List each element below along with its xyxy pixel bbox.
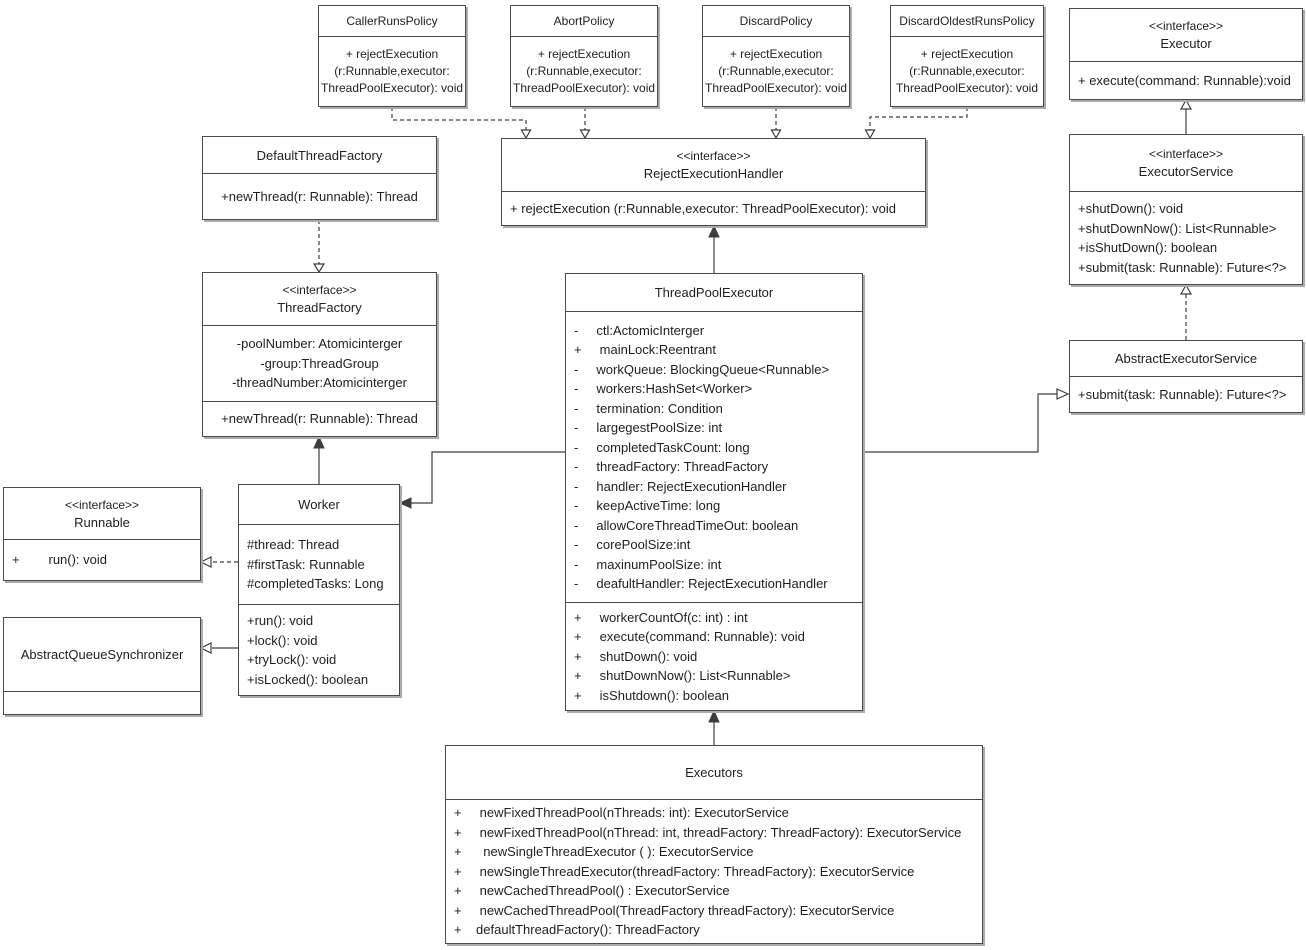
class-abstract-executor-service[interactable] <box>1069 340 1303 413</box>
method-list <box>239 604 399 695</box>
method-line: + defaultThreadFactory(): ThreadFactory <box>454 922 700 938</box>
method-line: +run(): void <box>247 613 314 628</box>
method-line: ThreadPoolExecutor): void <box>321 81 464 95</box>
method-line: +submit(task: Runnable): Future<?> <box>1078 386 1287 402</box>
rel-worker-abstractqueuesynchronizer <box>201 643 238 653</box>
class-title: DiscardOldestRunsPolicy <box>899 13 1035 28</box>
class-title: ExecutorService <box>1138 164 1234 179</box>
attribute-line: - deafultHandler: RejectExecutionHandler <box>574 576 828 591</box>
attribute-line: - corePoolSize:int <box>574 537 691 552</box>
method-line: + newCachedThreadPool() : ExecutorService <box>454 883 730 899</box>
class-abort-policy[interactable] <box>510 5 658 107</box>
method-line: ThreadPoolExecutor): void <box>705 81 848 95</box>
attribute-line: + mainLock:Reentrant <box>574 342 716 357</box>
rel-threadpoolexecutor-abstractexecutorservice <box>863 389 1068 452</box>
method-line: +tryLock(): void <box>247 652 337 667</box>
method-list <box>203 173 436 219</box>
attribute-line: - completedTaskCount: long <box>574 439 750 455</box>
attribute-list <box>566 311 862 602</box>
rel-executorservice-executor <box>1181 100 1191 134</box>
method-line: + newFixedThreadPool(nThread: int, threadFactory: ThreadFactory): ExecutorService <box>454 824 962 840</box>
method-list <box>566 602 862 710</box>
method-line: + shutDownNow(): List<Runnable> <box>574 668 791 684</box>
class-executor-service[interactable] <box>1069 134 1303 285</box>
class-title: Executors <box>685 765 743 780</box>
attribute-line: - ctl:ActomicInterger <box>574 322 705 338</box>
method-line: (r:Runnable,executor: <box>718 64 834 78</box>
method-line: + newCachedThreadPool(ThreadFactory threadFactory): ExecutorService <box>454 902 895 918</box>
class-thread-pool-executor[interactable] <box>565 273 863 711</box>
method-line: (r:Runnable,executor: <box>909 64 1025 78</box>
method-list <box>1070 191 1302 284</box>
method-list <box>4 539 200 580</box>
method-line: + isShutdown(): boolean <box>574 687 730 703</box>
method-line: + workerCountOf(c: int) : int <box>574 609 748 625</box>
class-executor[interactable] <box>1069 8 1303 100</box>
attribute-line: - threadFactory: ThreadFactory <box>574 459 769 474</box>
method-line: +newThread(r: Runnable): Thread <box>221 188 418 204</box>
method-list <box>502 191 925 225</box>
class-executors[interactable] <box>445 745 983 944</box>
attribute-line: #firstTask: Runnable <box>247 556 365 572</box>
empty-compartment <box>4 691 200 714</box>
rel-abstractexecutorservice-executorservice <box>1181 285 1191 340</box>
class-title: AbstractQueueSynchronizer <box>20 647 184 662</box>
method-list <box>203 401 436 436</box>
rel-threadpoolexecutor-worker <box>400 452 565 508</box>
class-title: RejectExecutionHandler <box>643 166 784 181</box>
method-line: +isLocked(): boolean <box>247 671 369 687</box>
rel-threadpoolexecutor-rejectexecutionhandler <box>709 226 719 273</box>
attribute-line: - allowCoreThreadTimeOut: boolean <box>574 517 799 533</box>
method-line: + rejectExecution <box>920 47 1014 61</box>
method-line: + rejectExecution <box>729 47 823 61</box>
attribute-line: #thread: Thread <box>247 537 340 553</box>
class-caller-runs-policy[interactable] <box>318 5 466 107</box>
method-line: +newThread(r: Runnable): Thread <box>221 411 418 427</box>
class-discard-policy[interactable] <box>702 5 850 107</box>
stereotype: <<interface>> <box>1148 147 1224 161</box>
class-title: Executor <box>1160 36 1212 51</box>
method-line: + newSingleThreadExecutor(threadFactory: ThreadFactory): ExecutorService <box>454 863 915 879</box>
attribute-list <box>203 325 436 401</box>
method-line: + execute(command: Runnable): void <box>574 629 805 645</box>
method-line: + newFixedThreadPool(nThreads: int): ExecutorService <box>454 805 789 821</box>
method-list <box>319 36 465 106</box>
class-abstract-queue-synchronizer[interactable] <box>3 617 201 715</box>
method-line: +shutDownNow(): List<Runnable> <box>1078 220 1277 236</box>
method-list <box>891 36 1043 106</box>
rel-discardoldestrunspolicy-rejectexecutionhandler <box>866 107 968 138</box>
attribute-line: #completedTasks: Long <box>247 576 384 592</box>
class-thread-factory[interactable] <box>202 272 437 437</box>
method-line: +shutDown(): void <box>1078 201 1184 216</box>
method-line: + rejectExecution (r:Runnable,executor: ThreadPoolExecutor): void <box>510 200 896 216</box>
rel-callerrunspolicy-rejectexecutionhandler <box>392 107 531 138</box>
class-title: AbortPolicy <box>553 13 615 28</box>
class-title: Worker <box>298 497 340 512</box>
method-list <box>511 36 657 106</box>
method-line: + shutDown(): void <box>574 648 698 664</box>
stereotype: <<interface>> <box>1148 19 1224 33</box>
method-line: + execute(command: Runnable):void <box>1078 72 1291 88</box>
attribute-line: -group:ThreadGroup <box>260 355 379 371</box>
method-line: + newSingleThreadExecutor ( ): ExecutorService <box>454 844 754 860</box>
class-reject-execution-handler[interactable] <box>501 138 926 226</box>
method-line: +isShutDown(): boolean <box>1078 240 1218 255</box>
class-title: AbstractExecutorService <box>1114 351 1258 366</box>
rel-executors-threadpoolexecutor <box>709 711 719 745</box>
class-discard-oldest-runs-policy[interactable] <box>890 5 1044 107</box>
class-worker[interactable] <box>238 484 400 696</box>
method-line: +lock(): void <box>247 632 318 648</box>
class-runnable[interactable] <box>3 487 201 581</box>
method-list <box>446 799 982 943</box>
attribute-line: - maxinumPoolSize: int <box>574 556 722 572</box>
method-line: + run(): void <box>12 552 108 568</box>
rel-discardpolicy-rejectexecutionhandler <box>772 107 781 138</box>
method-line: ThreadPoolExecutor): void <box>895 81 1039 95</box>
class-title: ThreadFactory <box>277 300 362 315</box>
stereotype: <<interface>> <box>64 497 140 512</box>
attribute-list <box>239 524 399 604</box>
class-title: Runnable <box>74 514 130 530</box>
class-title: DiscardPolicy <box>739 13 813 28</box>
attribute-line: -poolNumber: Atomicinterger <box>236 336 403 352</box>
attribute-line: -threadNumber:Atomicinterger <box>232 375 407 391</box>
rel-defaultthreadfactory-threadfactory <box>314 220 324 272</box>
class-title: CallerRunsPolicy <box>346 13 438 28</box>
attribute-line: - workQueue: BlockingQueue<Runnable> <box>574 361 830 377</box>
class-default-thread-factory[interactable] <box>202 136 437 220</box>
rel-worker-threadfactory <box>314 437 324 484</box>
method-line: + rejectExecution <box>537 47 631 61</box>
method-line: ThreadPoolExecutor): void <box>513 81 656 95</box>
rel-abortpolicy-rejectexecutionhandler <box>581 107 590 138</box>
attribute-line: - termination: Condition <box>574 400 723 416</box>
stereotype: <<interface>> <box>676 149 751 163</box>
class-title: DefaultThreadFactory <box>256 147 383 163</box>
method-line: + rejectExecution <box>345 47 439 61</box>
method-list <box>1070 376 1302 412</box>
attribute-line: - keepActiveTime: long <box>574 498 721 513</box>
attribute-line: - workers:HashSet<Worker> <box>574 381 753 396</box>
rel-worker-runnable <box>201 557 238 567</box>
method-line: (r:Runnable,executor: <box>334 64 450 78</box>
method-line: +submit(task: Runnable): Future<?> <box>1078 259 1287 275</box>
attribute-line: - handler: RejectExecutionHandler <box>574 478 787 494</box>
stereotype: <<interface>> <box>282 283 357 297</box>
class-title: ThreadPoolExecutor <box>654 285 774 300</box>
method-list <box>703 36 849 106</box>
method-line: (r:Runnable,executor: <box>526 64 642 78</box>
attribute-line: - largegestPoolSize: int <box>574 420 723 435</box>
method-list <box>1070 61 1302 99</box>
